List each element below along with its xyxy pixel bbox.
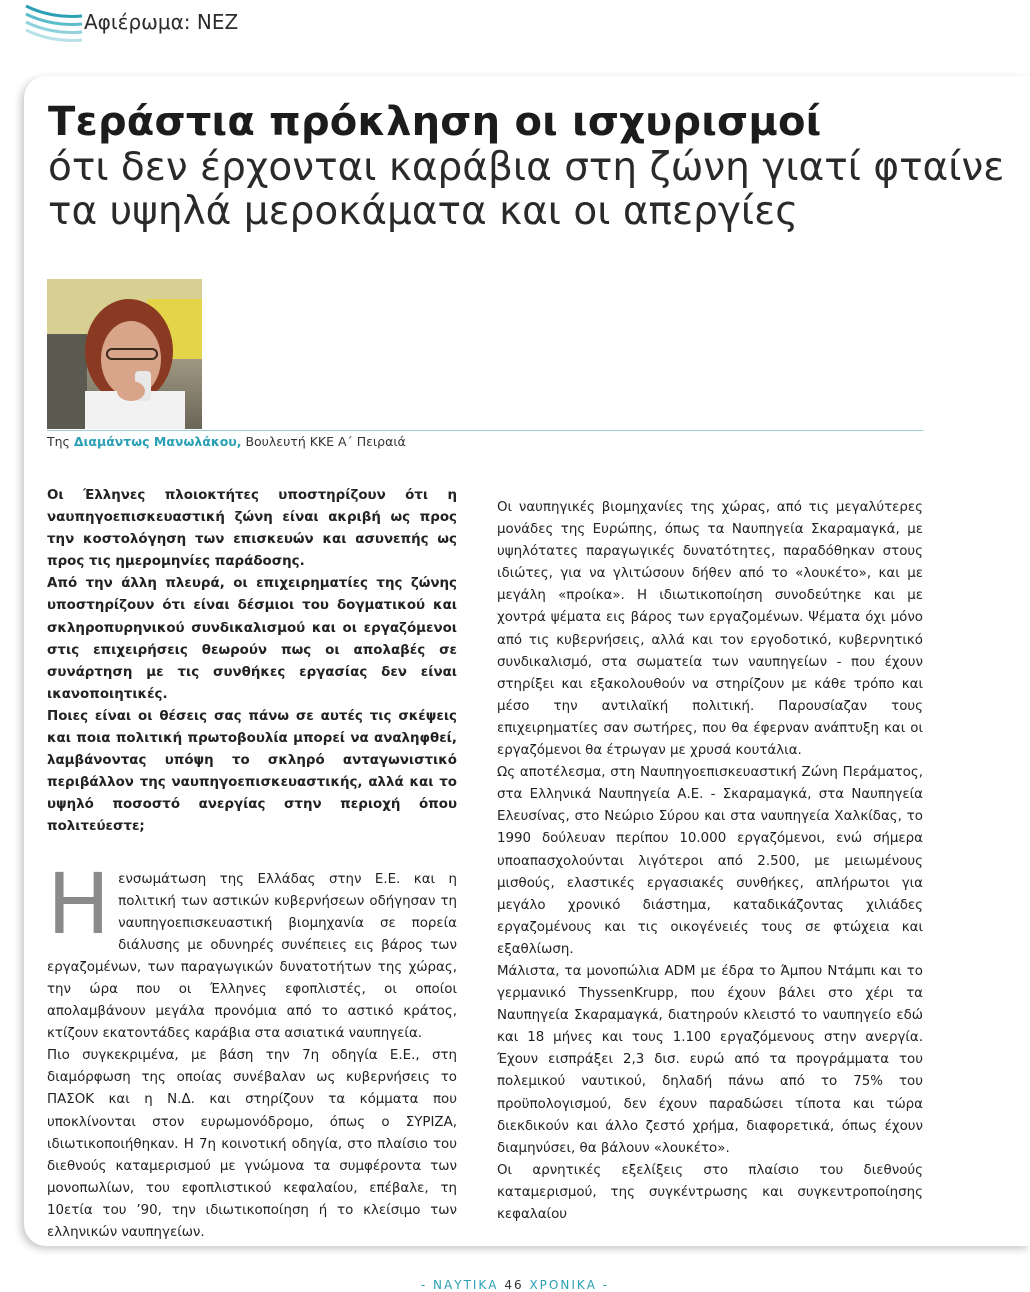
body-paragraph: Οι ναυπηγικές βιομηχανίες της χώρας, από τις μεγαλύτερες μονάδες της Ευρώπης, όπως τα Ναυπηγεία Σκαραμαγκά, με υψηλότατες παραγωγικές δυνατότητες, παραδόθηκαν στους ιδιώτες, για να γλιτώσουν δήθεν από το «λουκέτο», και με μεγάλη «προίκα». Η ιδιωτικοποίηση συνοδεύτηκε και με χοντρά ψέματα εις βάρος των εργαζομένων. Ψέματα όχι μόνο από τις κυβερνήσεις, αλλά και τον εργοδοτικό, κυβερνητικό συνδικαλισμό, στα σωματεία των ναυπηγείων - που έχουν στηρίξει και εξακολουθούν να στηρίζουν με κάθε τρόπο και μέσο την αντιλαϊκή πολιτική. Παρουσίαζαν τους επιχειρηματίες σαν σωτήρες, που θα έφερναν ανάπτυξη και οι εργαζόμενοι θα έτρωγαν με χρυσά κουτάλια. [497, 500, 923, 759]
byline [47, 434, 406, 449]
intro-paragraph: Ποιες είναι οι θέσεις σας πάνω σε αυτές τις σκέψεις και ποια πολιτική πρωτοβουλία μπορεί να αναληφθεί, λαμβάνοντας υπόψη το σκληρό ανταγωνιστικό περιβάλλον της ναυπηγοεπισκευαστικής, αλλά και το υψηλό ποσοστό ανεργίας στην περιοχή όπου πολιτεύεστε; [47, 708, 457, 835]
footer-right: ΧΡΟΝΙΚΑ - [529, 1278, 610, 1292]
page-footer [0, 1278, 1030, 1292]
byline-role: Βουλευτή ΚΚΕ Α΄ Πειραιά [241, 434, 406, 449]
section-label: Αφιέρωμα: ΝΕΖ [84, 10, 239, 34]
byline-divider [47, 430, 923, 431]
body-left [47, 854, 457, 1245]
right-column [497, 497, 923, 1226]
body-paragraph: Οι αρνητικές εξελίξεις στο πλαίσιο του διεθνούς καταμερισμού, της συγκέντρωσης και συγκεντροποίησης κεφαλαίου [497, 1162, 923, 1222]
byline-author: Διαμάντως Μανωλάκου, [73, 434, 242, 449]
author-photo [47, 279, 202, 429]
body-paragraph: Πιο συγκεκριμένα, με βάση την 7η οδηγία Ε.Ε., στη διαμόρφωση της οποίας συνέβαλαν ως κυβερνήσεις το ΠΑΣΟΚ και η Ν.Δ. και στηρίζουν τα κόμματα που υποκλίνονται στον ευρωμονόδρομο, όπως ο ΣΥΡΙΖΑ, ιδιωτικοποιήθηκαν. Η 7η κοινοτική οδηγία, στο πλαίσιο του διεθνούς καταμερισμού με γνώμονα τα συμφέροντα των μονοπωλίων, του εφοπλιστικού κεφαλαίου, επέβαλε, τη 10ετία του ’90, την ιδιωτικοποίηση ή το κλείσιμο των ελληνικών ναυπηγείων. [47, 1048, 457, 1240]
body-paragraph [47, 854, 457, 1046]
headline-line-2: ότι δεν έρχονται καράβια στη ζώνη γιατί φταίνε [48, 145, 1005, 190]
intro-paragraph: Από την άλλη πλευρά, οι επιχειρηματίες της ζώνης υποστηρίζουν ότι είναι δέσμιοι του δογματικού και σκληροπυρηνικού συνδικαλισμού και οι εργαζόμενοι στις επιχειρήσεις θεωρούν πως οι απολαβές σε συνάρτηση με τις συνθήκες εργασίας δεν είναι ικανοποιητικές. [47, 576, 457, 702]
intro-block [47, 485, 457, 839]
body-paragraph-text: ενσωμάτωση της Ελλάδας στην Ε.Ε. και η πολιτική των αστικών κυβερνήσεων οδήγησαν τη ναυπηγοεπισκευαστική βιομηχανία σε πορεία διάλυσης με οδυνηρές συνέπειες εις βάρος των εργαζομένων, των παραγωγικών δυνατοτήτων της χώρας, την ώρα που οι Έλληνες εφοπλιστές, οι οποίοι απολαμβάνουν μεγάλα προνόμια από το αστικό κράτος, κτίζουν εκατοντάδες καράβια στα ασιατικά ναυπηγεία. [47, 871, 457, 1042]
body-paragraph: Ως αποτέλεσμα, στη Ναυπηγοεπισκευαστική Ζώνη Περάματος, στα Ελληνικά Ναυπηγεία Α.Ε. - Σκαραμαγκά, στα Ναυπηγεία Ελευσίνας, στο Νεώριο Σύρου και στα ναυπηγεία Χαλκίδας, το 1990 δούλευαν περίπου 10.000 εργαζόμενοι, ενώ σήμερα υποαπασχολούνται λιγότεροι από 2.500, με μειωμένους μισθούς, ελαστικές εργασιακές συνθήκες, απλήρωτοι για μεγάλο χρονικό διάστημα, καταδικάζοντας χιλιάδες εργαζομένους και τις οικογένειές τους σε φτώχεια και εξαθλίωση. [497, 765, 923, 957]
headline-bold: Τεράστια πρόκληση οι ισχυρισμοί [48, 99, 822, 145]
headline [48, 98, 1008, 234]
left-column [47, 485, 457, 1244]
body-paragraph: Μάλιστα, τα μονοπώλια ADM με έδρα το Άμπου Ντάμπι και το γερμανικό ThyssenKrupp, που έχουν βάλει στο χέρι τα Ναυπηγεία Σκαραμαγκά, διατηρούν κλειστό το ναυπηγείο εδώ και 18 μήνες και τους 1.100 εργαζόμενους στην ανεργία. Έχουν εισπράξει 2,3 δισ. ευρώ από τα προγράμματα του πολεμικού ναυτικού, δηλαδή πάνω από το 75% του προϋπολογισμού, δεν έχουν παραδώσει τίποτα και τώρα διεκδικούν και άλλο ζεστό χρήμα, διαφορετικά, όπως έχουν διαμηνύσει, θα βάλουν «λουκέτο». [497, 963, 923, 1156]
page-number: 46 [504, 1278, 524, 1292]
footer-left: - ΝΑΥΤΙΚΑ [420, 1278, 499, 1292]
headline-line-3: τα υψηλά μεροκάματα και οι απεργίες [48, 189, 799, 234]
dropcap: Η [47, 854, 111, 953]
intro-paragraph: Οι Έλληνες πλοιοκτήτες υποστηρίζουν ότι η ναυπηγοεπισκευαστική ζώνη είναι ακριβή ως προς την κοστολόγηση των επισκευών και ασυνεπής ως προς τις ημερομηνίες παράδοσης. [47, 488, 457, 570]
byline-prefix: Της [47, 434, 74, 449]
